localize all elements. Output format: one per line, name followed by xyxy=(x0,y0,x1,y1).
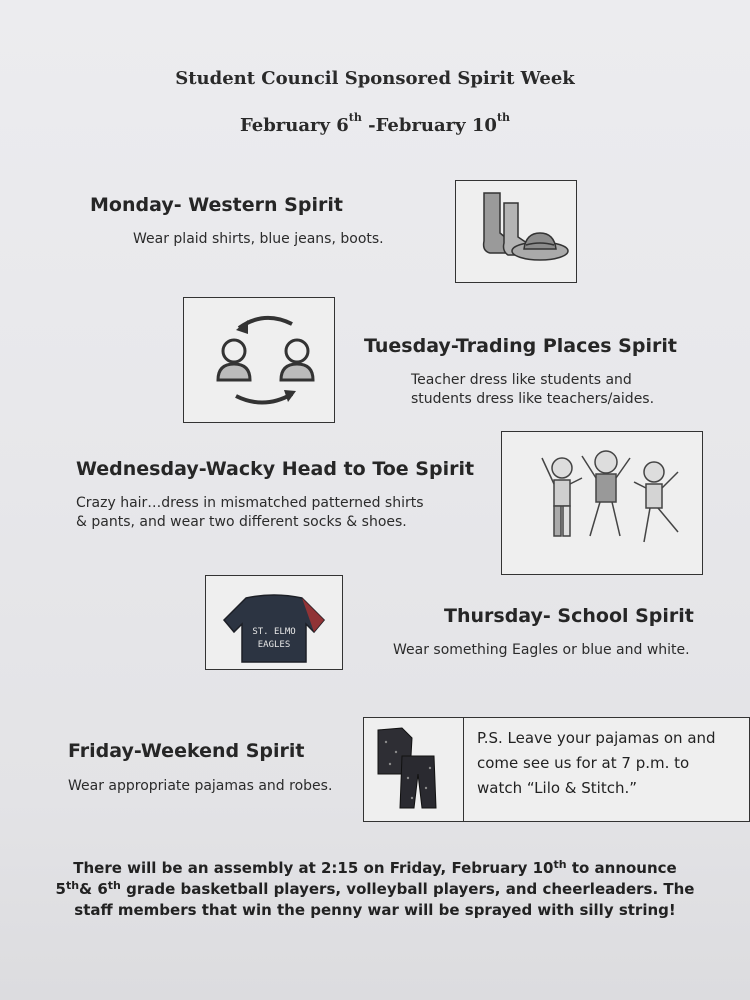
date-start-suffix: th xyxy=(348,111,362,124)
wednesday-heading: Wednesday-Wacky Head to Toe Spirit xyxy=(76,458,475,480)
friday-description: Wear appropriate pajamas and robes. xyxy=(68,778,333,794)
friday-note-text xyxy=(477,726,716,801)
tuesday-image xyxy=(183,297,335,423)
ordinal-suffix: th xyxy=(65,879,80,892)
friday-image xyxy=(364,718,464,821)
wednesday-image xyxy=(501,431,703,575)
wednesday-description-line: Crazy hair…dress in mismatched patterned shirts xyxy=(76,495,424,511)
thursday-image xyxy=(205,575,343,670)
announcement-line xyxy=(0,858,750,879)
friday-note-box xyxy=(363,717,750,822)
tuesday-heading: Tuesday-Trading Places Spirit xyxy=(364,335,677,357)
shirt-text-line2: EAGLES xyxy=(257,640,291,650)
thursday-heading: Thursday- School Spirit xyxy=(444,605,694,627)
announcement-text: & 6 xyxy=(79,880,108,898)
friday-note-line: P.S. Leave your pajamas on and xyxy=(477,729,716,747)
tuesday-description-line: Teacher dress like students and xyxy=(411,372,632,388)
friday-heading: Friday-Weekend Spirit xyxy=(68,740,305,762)
announcement-text: to announce xyxy=(566,859,677,877)
wednesday-description-line: & pants, and wear two different socks & shoes. xyxy=(76,514,407,530)
date-end-suffix: th xyxy=(496,111,511,124)
swap-people-icon xyxy=(184,298,334,422)
page-title: Student Council Sponsored Spirit Week xyxy=(175,68,575,89)
thursday-description: Wear something Eagles or blue and white. xyxy=(393,642,690,658)
date-end: -February 10 xyxy=(361,115,497,136)
monday-description: Wear plaid shirts, blue jeans, boots. xyxy=(133,231,384,247)
monday-image xyxy=(455,180,577,283)
announcement-text: grade basketball players, volleyball players, and cheerleaders. The xyxy=(120,880,695,898)
ordinal-suffix: th xyxy=(553,858,567,871)
monday-heading: Monday- Western Spirit xyxy=(90,194,343,216)
dancing-kids-icon xyxy=(502,432,702,574)
announcement-line xyxy=(0,879,750,900)
announcement-text: 5 xyxy=(55,880,66,898)
date-range xyxy=(0,111,750,136)
announcement-text: There will be an assembly at 2:15 on Friday, February 10 xyxy=(73,859,554,877)
announcement-line: staff members that win the penny war will be sprayed with silly string! xyxy=(74,901,676,919)
friday-note-line: come see us for at 7 p.m. to xyxy=(477,754,690,772)
cowboy-boots-hat-icon xyxy=(456,181,576,282)
shirt-text-line1: ST. ELMO xyxy=(252,627,296,637)
wednesday-description xyxy=(76,494,424,532)
pajamas-icon xyxy=(364,718,463,821)
team-shirt-icon xyxy=(206,576,342,669)
assembly-announcement xyxy=(0,858,750,921)
date-start: February 6 xyxy=(239,115,349,136)
ordinal-suffix: th xyxy=(107,879,121,892)
tuesday-description-line: students dress like teachers/aides. xyxy=(411,391,655,407)
tuesday-description xyxy=(411,371,654,409)
friday-note-line: watch “Lilo & Stitch.” xyxy=(477,779,638,797)
